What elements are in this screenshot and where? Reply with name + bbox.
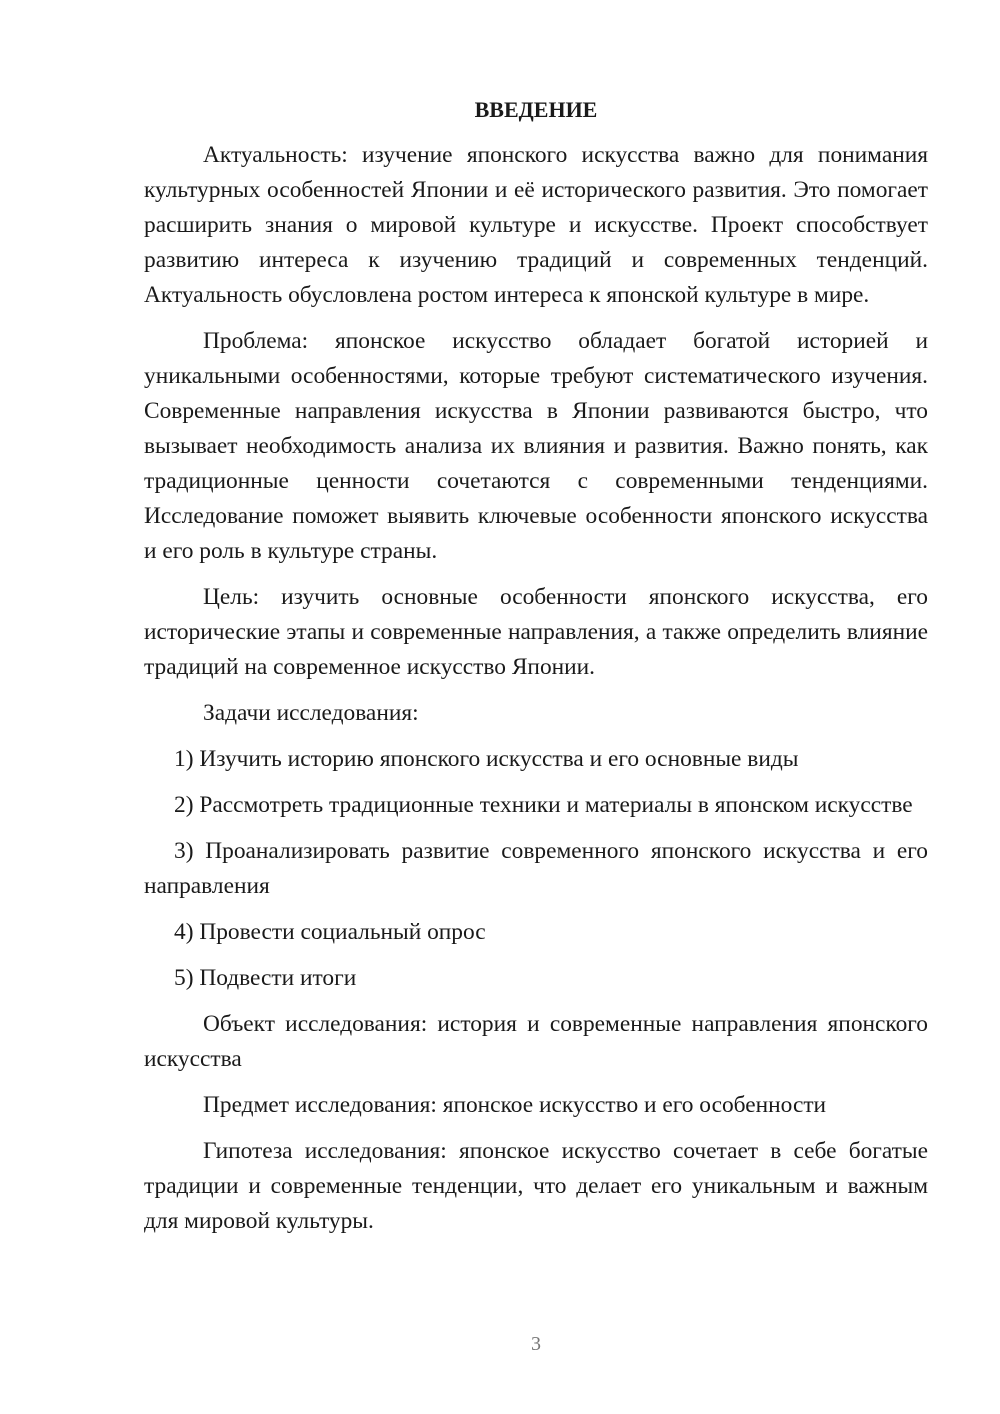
task-item: 1) Изучить историю японского искусства и его основные виды [174, 746, 799, 772]
paragraph-subject: Предмет исследования: японское искусство и его особенности [203, 1092, 827, 1118]
task-item: 5) Подвести итоги [174, 965, 357, 991]
task-item: 4) Провести социальный опрос [174, 919, 486, 945]
section-heading: ВВЕДЕНИЕ [474, 97, 598, 122]
task-item: 3) Проанализировать развитие современного японского искусства и его направления [144, 838, 928, 899]
paragraph-goal: Цель: изучить основные особенности японского искусства, его исторические этапы и современные направления, а также определить влияние традиций на современное искусство Японии. [144, 584, 928, 680]
paragraph-problem: Проблема: японское искусство обладает богатой историей и уникальными особенностями, которые требуют систематического изучения. Современные направления искусства в Японии развиваются быстро, что вызывает необходимость анализа их влияния и развития. Важно понять, как традиционные ценности сочетаются с современными тенденциями. Исследование поможет выявить ключевые особенности японского искусства и его роль в культуре страны. [144, 328, 928, 564]
paragraph-hypothesis: Гипотеза исследования: японское искусство сочетает в себе богатые традиции и современные тенденции, что делает его уникальным и важным для мировой культуры. [144, 1138, 928, 1234]
page-content [144, 95, 928, 1250]
task-item: 2) Рассмотреть традиционные техники и материалы в японском искусстве [174, 792, 913, 818]
paragraph-relevance: Актуальность: изучение японского искусства важно для понимания культурных особенностей Японии и её исторического развития. Это помогает расширить знания о мировой культуре и искусстве. Проект способствует развитию интереса к изучению традиций и современных тенденций. Актуальность обусловлена ростом интереса к японской культуре в мире. [144, 142, 928, 308]
page-number: 3 [531, 1333, 541, 1355]
paragraph-tasks-intro: Задачи исследования: [203, 700, 419, 726]
paragraph-object: Объект исследования: история и современные направления японского искусства [144, 1011, 928, 1072]
